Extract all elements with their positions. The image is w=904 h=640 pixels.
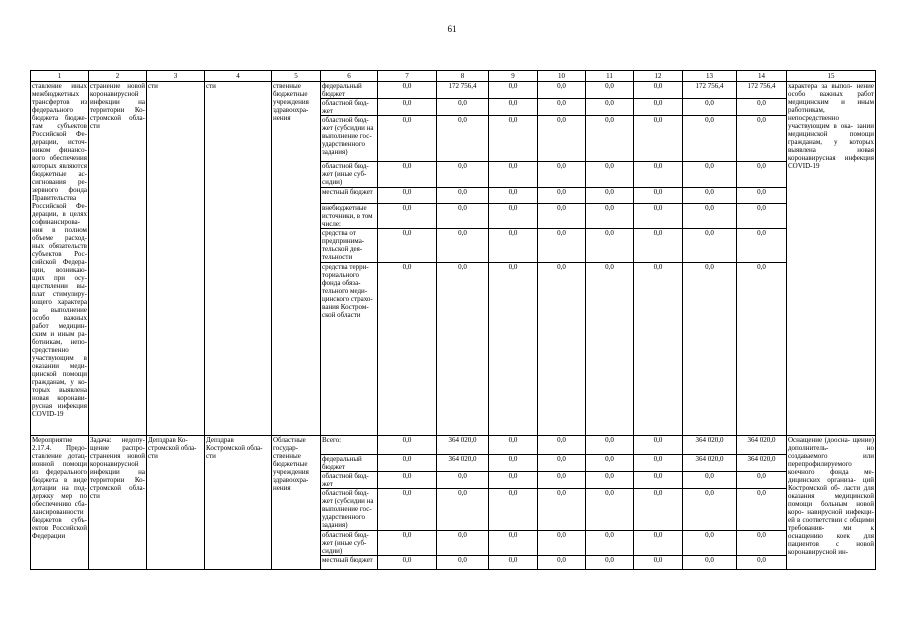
value-cell: 0,0 xyxy=(586,436,634,455)
value-cell: 0,0 xyxy=(737,99,787,116)
value-cell: 0,0 xyxy=(634,116,683,162)
value-cell: 0,0 xyxy=(378,82,437,99)
column-header: 12 xyxy=(634,71,683,82)
value-cell: 0,0 xyxy=(737,229,787,263)
value-cell: 0,0 xyxy=(378,472,437,489)
column-header: 5 xyxy=(272,71,321,82)
value-cell: 0,0 xyxy=(538,472,586,489)
funding-source-cell: средства терри- ториального фонда обяза- тельного меди- цинского страхо- вания Костром- ской области xyxy=(321,263,378,436)
coexecutor-cell: Депздрав Костромской обла- сти xyxy=(205,436,272,570)
value-cell: 0,0 xyxy=(489,472,538,489)
column-header: 15 xyxy=(787,71,876,82)
column-header: 6 xyxy=(321,71,378,82)
value-cell: 0,0 xyxy=(737,263,787,436)
column-header: 10 xyxy=(538,71,586,82)
value-cell: 0,0 xyxy=(586,531,634,556)
measure-name-cell: Мероприятие 2.17.4. Предо- ставление дотац- ионной помощи из федерального бюджета в виде дотации на под- держку мер по обеспечению сба- лансированности бюджетов субъ- ектов Российской Федерации xyxy=(31,436,89,570)
value-cell: 0,0 xyxy=(634,188,683,204)
value-cell: 0,0 xyxy=(737,116,787,162)
value-cell: 0,0 xyxy=(437,531,489,556)
value-cell: 0,0 xyxy=(437,162,489,188)
value-cell: 0,0 xyxy=(683,531,737,556)
value-cell: 0,0 xyxy=(737,204,787,229)
column-header: 1 xyxy=(31,71,89,82)
value-cell: 0,0 xyxy=(538,436,586,455)
column-header: 3 xyxy=(147,71,205,82)
value-cell: 0,0 xyxy=(586,556,634,570)
value-cell: 0,0 xyxy=(378,229,437,263)
value-cell: 172 756,4 xyxy=(737,82,787,99)
value-cell: 0,0 xyxy=(378,162,437,188)
value-cell: 0,0 xyxy=(489,99,538,116)
task-cell: Задача: недопу- щение распро- странения новой коронавирусной инфекции на территории Ко- стромской обла- сти xyxy=(89,436,147,570)
executor-cell: Депздрав Ко- стромской обла- сти xyxy=(147,436,205,570)
value-cell: 364 020,0 xyxy=(737,455,787,472)
value-cell: 0,0 xyxy=(634,472,683,489)
value-cell: 0,0 xyxy=(737,472,787,489)
value-cell: 0,0 xyxy=(634,204,683,229)
value-cell: 0,0 xyxy=(437,556,489,570)
value-cell: 0,0 xyxy=(586,188,634,204)
value-cell: 0,0 xyxy=(634,99,683,116)
funding-source-cell: областной бюд- жет (субсидии на выполнение гос- ударственного задания) xyxy=(321,116,378,162)
value-cell: 0,0 xyxy=(683,99,737,116)
task-cell: странение новой коронавирусной инфекции на территории Ко- стромской обла- сти xyxy=(89,82,147,436)
funding-source-cell: внебюджетные источники, в том числе: xyxy=(321,204,378,229)
table-row xyxy=(31,82,876,99)
value-cell: 0,0 xyxy=(737,162,787,188)
value-cell: 0,0 xyxy=(437,263,489,436)
funding-source-cell: местный бюджет xyxy=(321,188,378,204)
value-cell: 0,0 xyxy=(634,436,683,455)
value-cell: 0,0 xyxy=(378,556,437,570)
value-cell: 0,0 xyxy=(683,556,737,570)
result-cell: характера за выпол- нение особо важных работ медицинским и иным работникам, непосредственно участвующим в ока- зании медицинской помощи гражданам, у которых выявлена новая коронавирусная инфекция COVID-19 xyxy=(787,82,876,436)
value-cell: 0,0 xyxy=(634,455,683,472)
value-cell: 0,0 xyxy=(634,229,683,263)
column-header: 2 xyxy=(89,71,147,82)
column-header: 14 xyxy=(737,71,787,82)
value-cell: 0,0 xyxy=(683,188,737,204)
value-cell: 0,0 xyxy=(683,263,737,436)
participant-cell: ственные бюджетные учреждения здравоохра- нения xyxy=(272,82,321,436)
value-cell: 0,0 xyxy=(489,229,538,263)
value-cell: 0,0 xyxy=(378,455,437,472)
value-cell: 0,0 xyxy=(634,162,683,188)
value-cell: 0,0 xyxy=(586,472,634,489)
value-cell: 0,0 xyxy=(683,229,737,263)
value-cell: 0,0 xyxy=(538,263,586,436)
value-cell: 0,0 xyxy=(489,82,538,99)
value-cell: 0,0 xyxy=(683,162,737,188)
value-cell: 0,0 xyxy=(437,229,489,263)
budget-table xyxy=(30,70,876,570)
funding-source-cell: областной бюд- жет (иные суб- сидии) xyxy=(321,531,378,556)
value-cell: 0,0 xyxy=(538,162,586,188)
value-cell: 0,0 xyxy=(737,531,787,556)
value-cell: 0,0 xyxy=(683,489,737,531)
value-cell: 364 020,0 xyxy=(437,436,489,455)
value-cell: 0,0 xyxy=(683,204,737,229)
value-cell: 0,0 xyxy=(489,531,538,556)
value-cell: 364 020,0 xyxy=(437,455,489,472)
value-cell: 0,0 xyxy=(586,455,634,472)
value-cell: 0,0 xyxy=(586,489,634,531)
value-cell: 0,0 xyxy=(378,99,437,116)
value-cell: 364 020,0 xyxy=(683,436,737,455)
funding-source-cell: областной бюд- жет xyxy=(321,472,378,489)
value-cell: 0,0 xyxy=(634,489,683,531)
value-cell: 0,0 xyxy=(586,162,634,188)
value-cell: 0,0 xyxy=(378,436,437,455)
value-cell: 0,0 xyxy=(489,436,538,455)
column-header: 11 xyxy=(586,71,634,82)
value-cell: 0,0 xyxy=(737,556,787,570)
value-cell: 0,0 xyxy=(737,188,787,204)
column-header: 7 xyxy=(378,71,437,82)
value-cell: 0,0 xyxy=(538,99,586,116)
value-cell: 0,0 xyxy=(586,116,634,162)
value-cell: 0,0 xyxy=(634,82,683,99)
value-cell: 0,0 xyxy=(489,263,538,436)
funding-source-cell: областной бюд- жет xyxy=(321,99,378,116)
value-cell: 0,0 xyxy=(538,82,586,99)
value-cell: 172 756,4 xyxy=(437,82,489,99)
value-cell: 0,0 xyxy=(634,556,683,570)
value-cell: 0,0 xyxy=(378,116,437,162)
value-cell: 0,0 xyxy=(683,472,737,489)
value-cell: 0,0 xyxy=(489,556,538,570)
column-header: 9 xyxy=(489,71,538,82)
value-cell: 0,0 xyxy=(634,263,683,436)
value-cell: 0,0 xyxy=(378,263,437,436)
value-cell: 0,0 xyxy=(538,116,586,162)
measure-name-cell: ставление иных межбюджетных трансфертов из федерального бюджета бюдже- там субъектов Российской Фе- дерации, источ- ником финансо- вого обеспечения которых являются бюджетные ас- сигнования ре- зервного фонда Правительства Российской Фе- дерации, в целях софинансирова- ния в полном объеме расход- ных обязательств субъектов Рос- сийской Федера- ции, возникаю- щих при осу- ществлении вы- плат стимулиру- ющего характера за выполнение особо важных работ медицин- ским и иным ра- ботникам, непо- средственно участвующим в оказании меди- цинской помощи гражданам, у ко- торых выявлена новая коронави- русная инфекция COVID-19 xyxy=(31,82,89,436)
participant-cell: Областные государ- ственные бюджетные учреждения здравоохра- нения xyxy=(272,436,321,570)
header-row xyxy=(31,71,876,82)
value-cell: 0,0 xyxy=(489,489,538,531)
coexecutor-cell: сти xyxy=(205,82,272,436)
value-cell: 0,0 xyxy=(586,204,634,229)
value-cell: 0,0 xyxy=(586,263,634,436)
result-cell: Оснащение (дооснa- щение) дополнитель- но создаваемого или перепрофилируемого коечного фонда ме- дицинских организа- ций Костромской об- ласти для оказания медицинской помощи больным новой коро- навирусной инфекци- ей в соответствии с общими требования- ми к оснащению коек для пациентов с новой коронавирусной ин- xyxy=(787,436,876,570)
column-header: 4 xyxy=(205,71,272,82)
funding-source-cell: местный бюджет xyxy=(321,556,378,570)
value-cell: 0,0 xyxy=(489,204,538,229)
funding-source-cell: федеральный бюджет xyxy=(321,82,378,99)
value-cell: 0,0 xyxy=(538,556,586,570)
value-cell: 364 020,0 xyxy=(683,455,737,472)
funding-source-cell: областной бюд- жет (субсидии на выполнение гос- ударственного задания) xyxy=(321,489,378,531)
executor-cell: сти xyxy=(147,82,205,436)
value-cell: 0,0 xyxy=(538,531,586,556)
value-cell: 0,0 xyxy=(437,204,489,229)
value-cell: 0,0 xyxy=(586,99,634,116)
value-cell: 0,0 xyxy=(437,116,489,162)
funding-source-cell: Всего: xyxy=(321,436,378,455)
column-header: 8 xyxy=(437,71,489,82)
value-cell: 0,0 xyxy=(489,162,538,188)
value-cell: 0,0 xyxy=(489,116,538,162)
value-cell: 0,0 xyxy=(437,99,489,116)
value-cell: 0,0 xyxy=(634,531,683,556)
table-row xyxy=(31,436,876,455)
value-cell: 0,0 xyxy=(378,188,437,204)
value-cell: 0,0 xyxy=(378,531,437,556)
value-cell: 0,0 xyxy=(378,204,437,229)
funding-source-cell: областной бюд- жет (иные суб- сидии) xyxy=(321,162,378,188)
value-cell: 364 020,0 xyxy=(737,436,787,455)
value-cell: 0,0 xyxy=(538,188,586,204)
page-number: 61 xyxy=(447,24,457,34)
value-cell: 0,0 xyxy=(489,455,538,472)
value-cell: 0,0 xyxy=(437,472,489,489)
value-cell: 172 756,4 xyxy=(683,82,737,99)
value-cell: 0,0 xyxy=(586,82,634,99)
funding-source-cell: средства от предпринима- тельской дея- тельности xyxy=(321,229,378,263)
column-header: 13 xyxy=(683,71,737,82)
value-cell: 0,0 xyxy=(489,188,538,204)
value-cell: 0,0 xyxy=(683,116,737,162)
value-cell: 0,0 xyxy=(538,204,586,229)
funding-source-cell: федеральный бюджет xyxy=(321,455,378,472)
value-cell: 0,0 xyxy=(538,229,586,263)
value-cell: 0,0 xyxy=(437,489,489,531)
value-cell: 0,0 xyxy=(737,489,787,531)
value-cell: 0,0 xyxy=(586,229,634,263)
value-cell: 0,0 xyxy=(437,188,489,204)
value-cell: 0,0 xyxy=(378,489,437,531)
value-cell: 0,0 xyxy=(538,489,586,531)
value-cell: 0,0 xyxy=(538,455,586,472)
